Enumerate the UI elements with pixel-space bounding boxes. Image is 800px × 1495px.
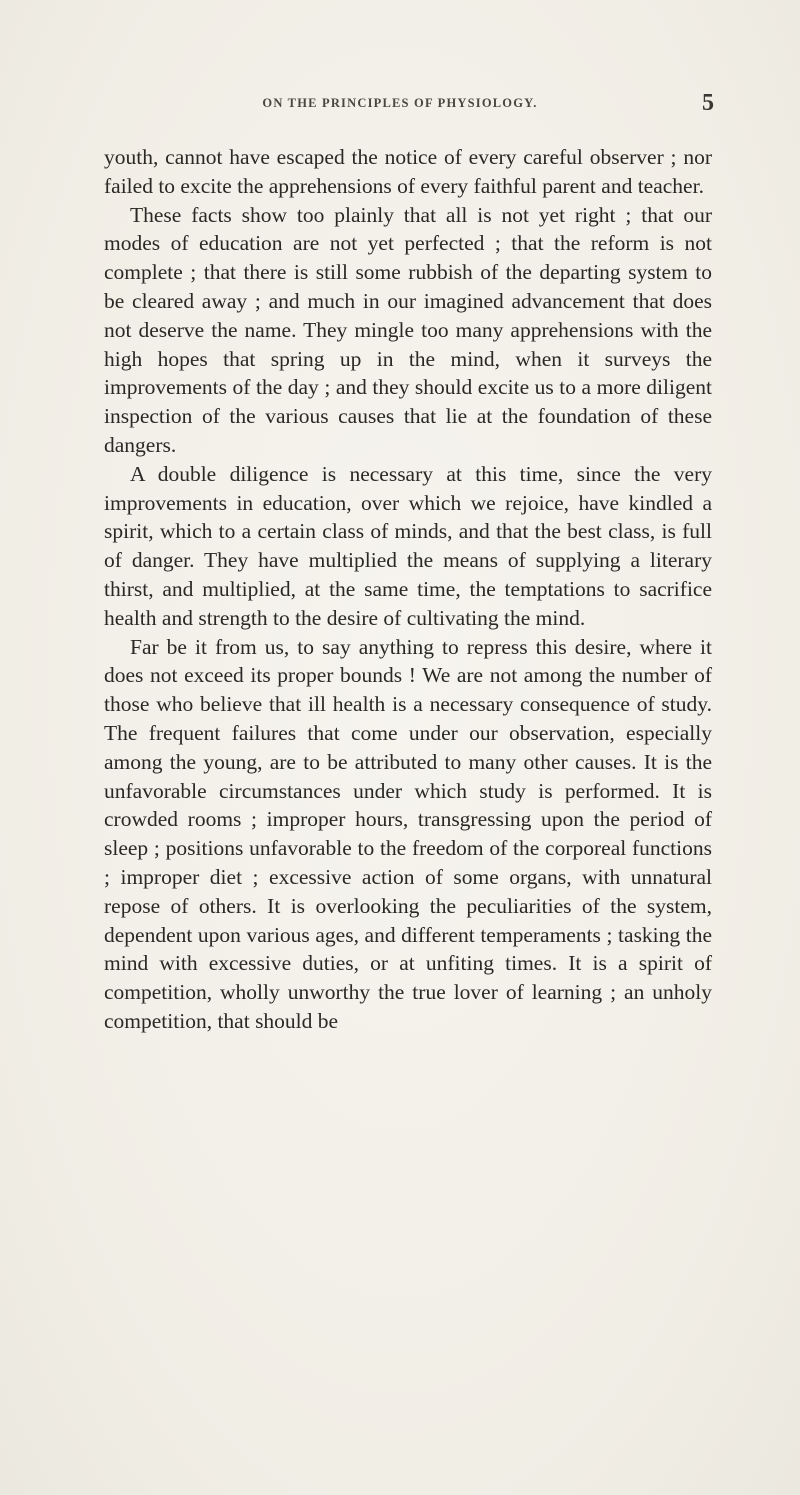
page-number: 5	[702, 90, 714, 116]
page-header	[0, 90, 800, 120]
paragraph: These facts show too plainly that all is not yet right ; that our modes of education are not yet perfected ; that the reform is not complete ; that there is still some rubbish of the departing system to be cleared away ; and much in our imagined advancement that does not deserve the name. They mingle too many apprehensions with the high hopes that spring up in the mind, when it surveys the improvements of the day ; and they should excite us to a more diligent inspection of the various causes that lie at the foundation of these dangers.	[104, 202, 712, 457]
body-text	[104, 143, 712, 1036]
paragraph-continued: youth, cannot have escaped the notice of every careful observer ; nor failed to excite the apprehensions of every faithful parent and teacher.	[104, 145, 712, 198]
paragraph: Far be it from us, to say anything to repress this desire, where it does not exceed its proper bounds ! We are not among the number of those who believe that ill health is a necessary consequence of study. The frequent failures that come under our observation, especially among the young, are to be attributed to many other causes. It is the unfavorable circumstances under which study is performed. It is crowded rooms ; improper hours, transgressing upon the period of sleep ; positions unfavorable to the freedom of the corporeal functions ; improper diet ; excessive action of some organs, with unnatural repose of others. It is overlooking the peculiarities of the system, dependent upon various ages, and different temperaments ; tasking the mind with excessive duties, or at unfiting times. It is a spirit of competition, wholly unworthy the true lover of learning ; an unholy competition, that should be	[104, 634, 712, 1033]
paragraph: A double diligence is necessary at this time, since the very improvements in education, over which we rejoice, have kindled a spirit, which to a certain class of minds, and that the best class, is full of danger. They have multiplied the means of supplying a literary thirst, and multiplied, at the same time, the temptations to sacrifice health and strength to the desire of cultivating the mind.	[104, 461, 712, 630]
running-head: ON THE PRINCIPLES OF PHYSIOLOGY.	[262, 96, 538, 110]
